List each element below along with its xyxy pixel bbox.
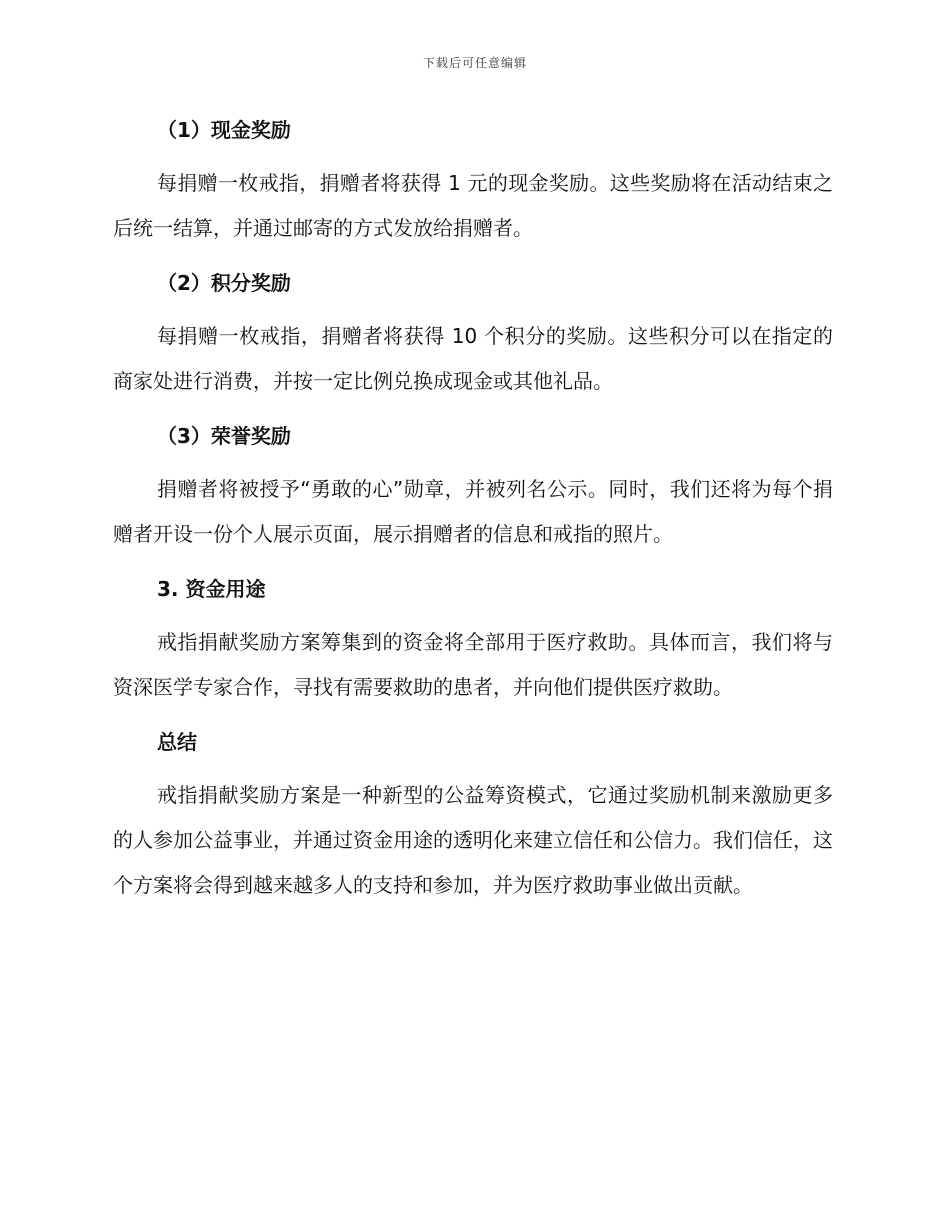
document-body (113, 110, 833, 920)
section-heading-honor-reward: （3）荣誉奖励 (157, 424, 291, 448)
paragraph-fund-usage: 戒指捐献奖励方案筹集到的资金将全部用于医疗救助。具体而言，我们将与资深医学专家合作，寻找有需要救助的患者，并向他们提供医疗救助。 (113, 630, 833, 699)
paragraph-points-reward: 每捐赠一枚戒指，捐赠者将获得 10 个积分的奖励。这些积分可以在指定的商家处进行消费，并按一定比例兑换成现金或其他礼品。 (113, 324, 833, 393)
section-heading-points-reward: （2）积分奖励 (157, 271, 291, 295)
paragraph-honor-reward: 捐赠者将被授予“勇敢的心”勋章，并被列名公示。同时，我们还将为每个捐赠者开设一份个人展示页面，展示捐赠者的信息和戒指的照片。 (113, 477, 833, 546)
section-heading-fund-usage: 3. 资金用途 (157, 577, 266, 601)
paragraph-summary: 戒指捐献奖励方案是一种新型的公益筹资模式，它通过奖励机制来激励更多的人参加公益事业，并通过资金用途的透明化来建立信任和公信力。我们信任，这个方案将会得到越来越多人的支持和参加，并为医疗救助事业做出贡献。 (113, 783, 833, 897)
paragraph-cash-reward: 每捐赠一枚戒指，捐赠者将获得 1 元的现金奖励。这些奖励将在活动结束之后统一结算，并通过邮寄的方式发放给捐赠者。 (113, 171, 833, 240)
section-heading-summary: 总结 (157, 730, 197, 754)
section-heading-cash-reward: （1）现金奖励 (157, 118, 291, 142)
header-note: 下载后可任意编辑 (422, 56, 527, 70)
